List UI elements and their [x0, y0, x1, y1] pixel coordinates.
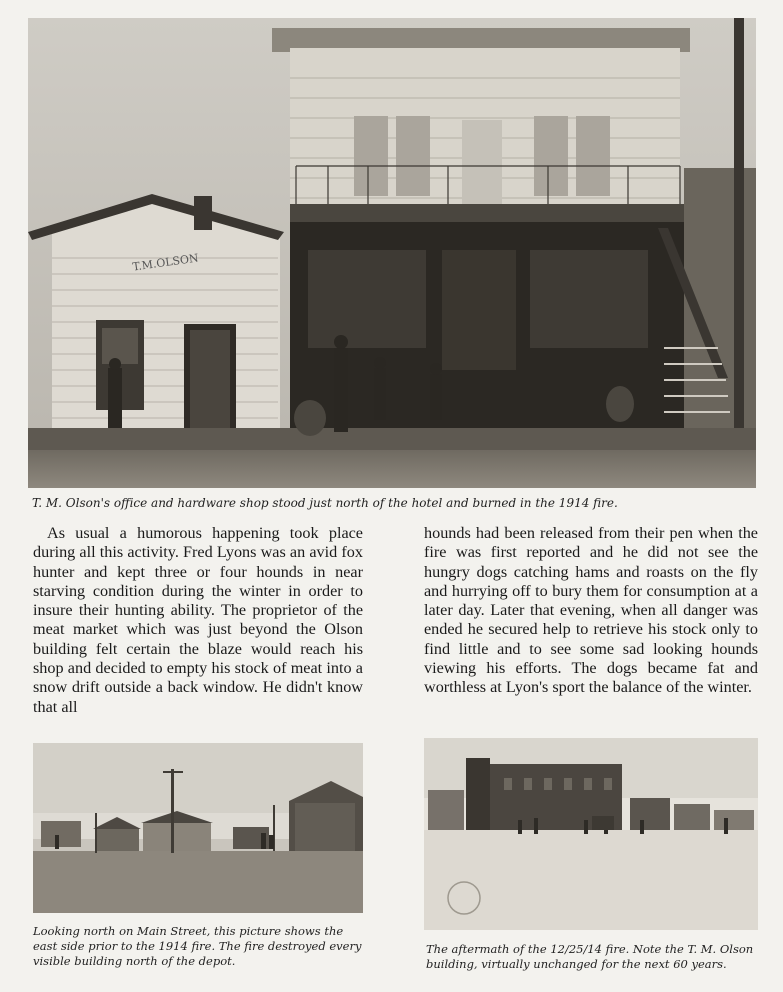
article-right-column: [424, 524, 758, 698]
fire-aftermath-caption: The aftermath of the 12/25/14 fire. Note the T. M. Olson building, virtually unchanged for the next 60 years.: [426, 942, 754, 971]
article-left-text: As usual a humorous happening took place during all this activity. Fred Lyons was an avid fox hunter and kept three or four hounds in near starving condition during the winter in order to insure their hunting ability. The proprietor of the meat market which was just beyond the Olson building felt certain the blaze would reach his shop and decided to empty his stock of meat into a snow drift outside a back window. He didn't know that all: [33, 524, 363, 716]
olson-hardware-photo-image: [28, 18, 756, 488]
article-left-column: [33, 524, 363, 717]
main-street-photo-image: [33, 743, 363, 913]
main-street-caption: Looking north on Main Street, this picture shows the east side prior to the 1914 fire. The fire destroyed every visible building north of the depot.: [33, 924, 362, 968]
main-street-photo: [33, 743, 363, 913]
olson-sign-text: T.M.OLSON: [131, 251, 200, 274]
fire-aftermath-photo: [424, 738, 758, 930]
fire-aftermath-photo-image: [424, 738, 758, 930]
article-right-text: hounds had been released from their pen when the fire was first reported and he did not see the hungry dogs catching hams and roasts on the fly and hurrying off to bury them for consumption at a later day. Later that evening, when all danger was ended he secured help to retrieve his stock only to find little and to see some sad looking hounds viewing his efforts. The dogs became fat and worthless at Lyon's sport the balance of the winter.: [424, 524, 758, 697]
top-photo-caption: T. M. Olson's office and hardware shop stood just north of the hotel and burned in the 1914 fire.: [32, 496, 618, 510]
olson-hardware-photo: [28, 18, 756, 488]
